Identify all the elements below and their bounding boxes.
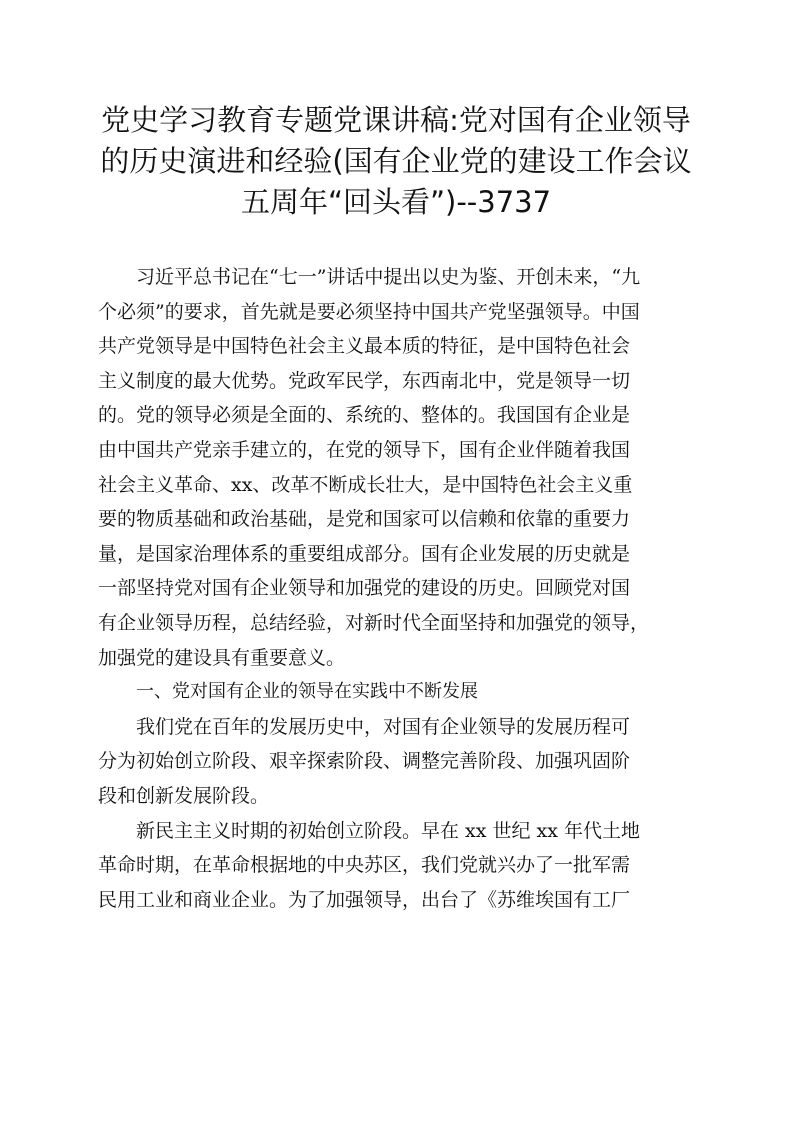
text-line: 分为初始创立阶段、艰辛探索阶段、调整完善阶段、加强巩固阶 bbox=[98, 750, 631, 773]
text-line: 一部坚持党对国有企业领导和加强党的建设的历史。回顾党对国 bbox=[98, 577, 631, 600]
paragraph-stages bbox=[98, 710, 700, 814]
paragraph-new-democracy bbox=[98, 814, 700, 918]
title-line: 五周年“回头看”)--3737 bbox=[240, 185, 552, 219]
text-line: 革命时期，在革命根据地的中央苏区，我们党就兴办了一批军需 bbox=[98, 854, 631, 877]
text-line: 量，是国家治理体系的重要组成部分。国有企业发展的历史就是 bbox=[98, 542, 631, 565]
text-line: 新民主主义时期的初始创立阶段。早在 xx 世纪 xx 年代土地 bbox=[136, 819, 641, 842]
text-line: 由中国共产党亲手建立的，在党的领导下，国有企业伴随着我国 bbox=[98, 438, 631, 461]
text-line: 加强党的建设具有重要意义。 bbox=[98, 646, 346, 669]
text-line: 段和创新发展阶段。 bbox=[98, 784, 270, 807]
section-heading: 一、党对国有企业的领导在实践中不断发展 bbox=[136, 681, 478, 703]
text-line: 习近平总书记在“七一”讲话中提出以史为鉴、开创未来，“九 bbox=[136, 266, 641, 288]
text-line: 共产党领导是中国特色社会主义最本质的特征，是中国特色社会 bbox=[98, 335, 631, 358]
document-body bbox=[98, 260, 700, 917]
text-line: 民用工业和商业企业。为了加强领导，出台了《苏维埃国有工厂 bbox=[98, 888, 631, 911]
text-line: 的。党的领导必须是全面的、系统的、整体的。我国国有企业是 bbox=[98, 404, 631, 427]
text-line: 要的物质基础和政治基础，是党和国家可以信赖和依靠的重要力 bbox=[98, 508, 631, 531]
text-line: 社会主义革命、xx、改革不断成长壮大，是中国特色社会主义重 bbox=[98, 473, 633, 496]
text-line: 有企业领导历程，总结经验，对新时代全面坚持和加强党的领导， bbox=[98, 611, 650, 634]
title-line: 的历史演进和经验(国有企业党的建设工作会议 bbox=[100, 144, 692, 178]
paragraph-intro bbox=[98, 260, 700, 675]
document-title bbox=[90, 100, 702, 223]
text-line: 主义制度的最大优势。党政军民学，东西南北中，党是领导一切 bbox=[98, 369, 631, 392]
text-line: 我们党在百年的发展历史中，对国有企业领导的发展历程可 bbox=[136, 715, 631, 738]
title-line: 党史学习教育专题党课讲稿:党对国有企业领导 bbox=[101, 103, 691, 137]
text-line: 个必须”的要求，首先就是要必须坚持中国共产党坚强领导。中国 bbox=[98, 300, 640, 323]
